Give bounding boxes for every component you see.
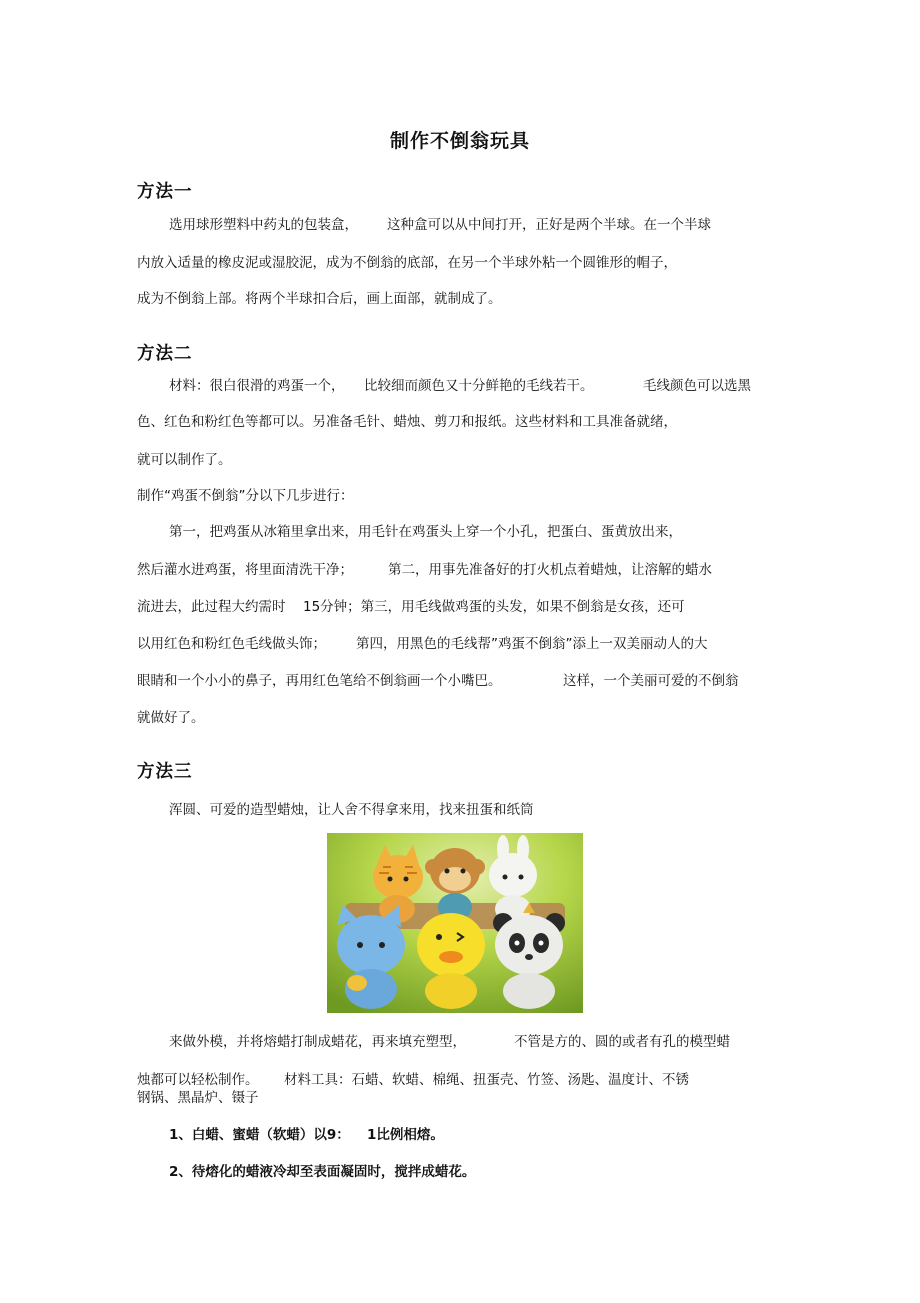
candle-toys-illustration — [327, 833, 583, 1013]
method2-line: 制作“鸡蛋不倒翁”分以下几步进行： — [137, 488, 354, 504]
method1-line: 成为不倒翁上部。将两个半球扣合后，画上面部，就制成了。 — [137, 291, 502, 307]
method2-line: 材料：很白很滑的鸡蛋一个， — [169, 378, 345, 394]
method3-step: 1、白蜡、蜜蜡（软蜡）以9： — [169, 1127, 350, 1143]
method2-line: 色、红色和粉红色等都可以。另准备毛针、蜡烛、剪刀和报纸。这些材料和工具准备就绪， — [137, 414, 677, 430]
document-title: 制作不倒翁玩具 — [389, 130, 530, 152]
method3-step: 1比例相熔。 — [367, 1127, 444, 1143]
method3-line: 不管是方的、圆的或者有孔的模型蜡 — [514, 1034, 730, 1050]
method1-line: 选用球形塑料中药丸的包装盒， — [169, 217, 358, 233]
method2-line: 以用红色和粉红色毛线做头饰； — [137, 636, 326, 652]
method1-line: 这种盒可以从中间打开，正好是两个半球。在一个半球 — [387, 217, 711, 233]
method2-line: 流进去，此过程大约需时 — [137, 599, 286, 615]
panda-figure — [493, 903, 565, 1009]
duck-figure — [417, 913, 485, 1009]
method2-line: 第四，用黑色的毛线帮”鸡蛋不倒翁”添上一双美丽动人的大 — [356, 636, 708, 652]
method2-line: 眼睛和一个小小的鼻子，再用红色笔给不倒翁画一个小嘴巴。 — [137, 673, 502, 689]
method2-line: 然后灌水进鸡蛋，将里面清洗干净； — [137, 562, 353, 578]
method2-line: 15分钟；第三，用毛线做鸡蛋的头发，如果不倒翁是女孩，还可 — [303, 599, 685, 615]
method3-step: 2、待熔化的蜡液冷却至表面凝固时，搅拌成蜡花。 — [169, 1164, 476, 1180]
method2-line: 比较细而颜色又十分鲜艳的毛线若干。 — [364, 378, 594, 394]
method1-line: 内放入适量的橡皮泥或湿胶泥，成为不倒翁的底部，在另一个半球外粘一个圆锥形的帽子， — [137, 255, 677, 271]
method2-line: 就做好了。 — [137, 710, 205, 726]
method2-line: 第一，把鸡蛋从冰箱里拿出来，用毛针在鸡蛋头上穿一个小孔，把蛋白、蛋黄放出来， — [169, 524, 682, 540]
method3-heading: 方法三 — [137, 762, 193, 782]
method3-line: 烛都可以轻松制作。 — [137, 1072, 259, 1088]
method1-heading: 方法一 — [137, 182, 193, 202]
method3-line: 钢锅、黑晶炉、镊子 — [137, 1090, 259, 1106]
method2-line: 毛线颜色可以选黑 — [643, 378, 751, 394]
blue-cat-figure — [337, 905, 405, 1009]
method3-line: 来做外模，并将熔蜡打制成蜡花，再来填充塑型， — [169, 1034, 466, 1050]
method3-line: 材料工具：石蜡、软蜡、棉绳、扭蛋壳、竹签、汤匙、温度计、不锈 — [284, 1072, 689, 1088]
method2-heading: 方法二 — [137, 344, 193, 364]
method2-line: 就可以制作了。 — [137, 452, 232, 468]
method2-line: 第二，用事先准备好的打火机点着蜡烛，让溶解的蜡水 — [388, 562, 712, 578]
method2-line: 这样，一个美丽可爱的不倒翁 — [563, 673, 739, 689]
candle-toys-photo — [327, 833, 583, 1013]
method3-line: 浑圆、可爱的造型蜡烛，让人舍不得拿来用，找来扭蛋和纸筒 — [169, 802, 534, 818]
